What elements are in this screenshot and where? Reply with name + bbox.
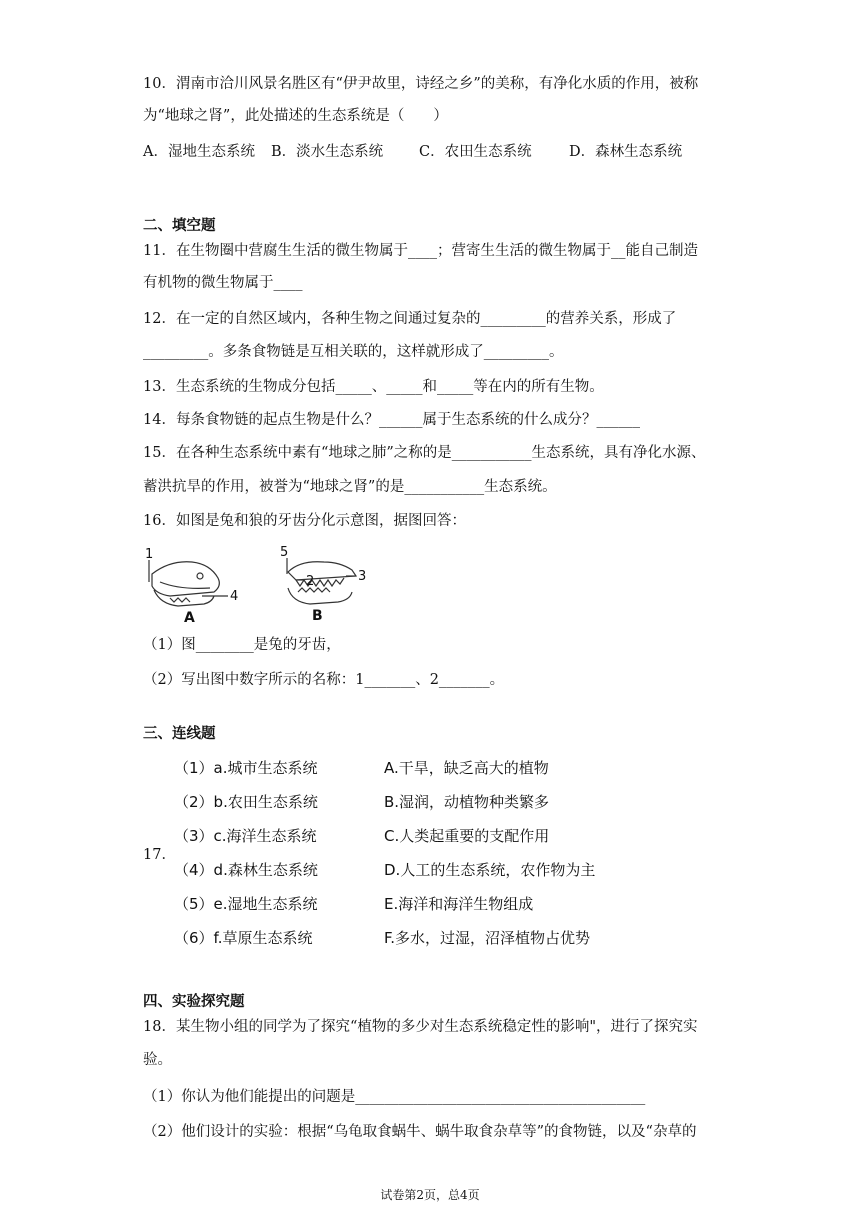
- fig-b-num-2: 2: [306, 574, 315, 589]
- rabbit-skull-drawing: [140, 546, 250, 626]
- match-right-item: A.干旱，缺乏高大的植物: [384, 759, 549, 777]
- section-experiment-title: 四、实验探究题: [143, 994, 245, 1010]
- rabbit-teeth-figure: [140, 546, 250, 626]
- q11-line2: 有机物的微生物属于____: [143, 275, 303, 291]
- q18-line2: 验。: [143, 1052, 172, 1068]
- match-left-item: （4）d.森林生态系统: [174, 861, 318, 879]
- q15-line1: 15．在各种生态系统中素有“地球之肺”之称的是___________生态系统，具有净化水源、: [143, 445, 706, 461]
- q14: 14．每条食物链的起点生物是什么？______属于生态系统的什么成分？______: [143, 412, 640, 428]
- page-footer: 试卷第2页，总4页: [380, 1188, 480, 1202]
- q16-sub1: （1）图________是兔的牙齿，: [143, 637, 341, 653]
- q12-line2: _________。多条食物链是互相关联的，这样就形成了_________。: [143, 344, 564, 360]
- match-right-item: E.海洋和海洋生物组成: [384, 895, 534, 913]
- match-left-item: （5）e.湿地生态系统: [174, 895, 318, 913]
- fig-b-letter: B: [312, 608, 323, 624]
- q10-line1: 10．渭南市洽川风景名胜区有“伊尹故里，诗经之乡”的美称，有净化水质的作用，被称: [143, 76, 699, 92]
- q15-line2: 蓄洪抗旱的作用，被誉为“地球之肾”的是___________生态系统。: [143, 479, 557, 495]
- section-matching-title: 三、连线题: [143, 726, 216, 742]
- fig-b-num-5: 5: [280, 545, 289, 560]
- q18-sub1: （1）你认为他们能提出的问题是________________________________________: [143, 1089, 646, 1105]
- fig-a-num-4: 4: [230, 589, 239, 604]
- q10-line2: 为“地球之肾”，此处描述的生态系统是（ ）: [143, 108, 448, 124]
- fig-b-num-3: 3: [358, 569, 367, 584]
- q10-option-a: A．湿地生态系统: [143, 144, 255, 160]
- match-right-item: B.湿润，动植物种类繁多: [384, 793, 550, 811]
- q17-number: 17．: [143, 847, 176, 863]
- q18-sub2: （2）他们设计的实验：根据“乌龟取食蜗牛、蜗牛取食杂草等”的食物链，以及“杂草的: [143, 1124, 697, 1140]
- fig-a-num-1: 1: [145, 547, 154, 562]
- wolf-skull-drawing: [276, 542, 376, 624]
- match-right-item: F.多水，过湿，沼泽植物占优势: [384, 929, 590, 947]
- q12-line1: 12．在一定的自然区域内，各种生物之间通过复杂的_________的营养关系，形成了: [143, 311, 677, 327]
- q10-options: [143, 140, 682, 161]
- q10-option-c: C．农田生态系统: [419, 144, 532, 160]
- fig-a-letter: A: [184, 610, 195, 626]
- wolf-teeth-figure: [276, 542, 376, 624]
- match-left-item: （1）a.城市生态系统: [174, 759, 318, 777]
- q10-option-b: B．淡水生态系统: [271, 144, 384, 160]
- section-fill-in-title: 二、填空题: [143, 218, 216, 234]
- match-right-item: D.人工的生态系统，农作物为主: [384, 861, 596, 879]
- q18-line1: 18．某生物小组的同学为了探究“植物的多少对生态系统稳定性的影响"，进行了探究实: [143, 1019, 698, 1035]
- match-left-item: （6）f.草原生态系统: [174, 929, 313, 947]
- match-left-item: （3）c.海洋生态系统: [174, 827, 317, 845]
- q16-stem: 16．如图是兔和狼的牙齿分化示意图，据图回答：: [143, 513, 466, 529]
- q11-line1: 11．在生物圈中营腐生生活的微生物属于____；营寄生生活的微生物属于__能自己制造: [143, 243, 698, 259]
- q16-sub2: （2）写出图中数字所示的名称：1_______、2_______。: [143, 672, 505, 688]
- match-right-item: C.人类起重要的支配作用: [384, 827, 550, 845]
- match-left-item: （2）b.农田生态系统: [174, 793, 318, 811]
- q13: 13．生态系统的生物成分包括_____、_____和_____等在内的所有生物。: [143, 379, 604, 395]
- q10-option-d: D．森林生态系统: [569, 144, 683, 160]
